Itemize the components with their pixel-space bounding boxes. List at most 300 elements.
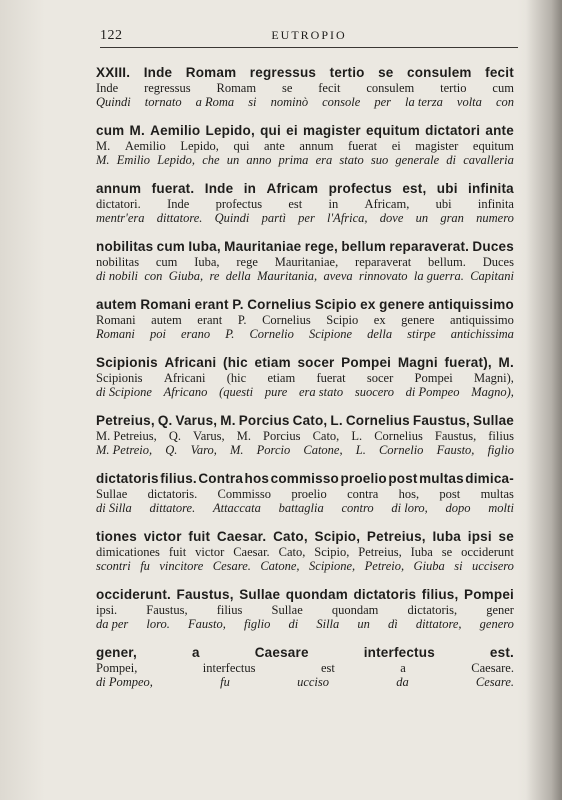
word: M. bbox=[96, 139, 111, 153]
word: generale bbox=[395, 153, 440, 167]
word: di nobili bbox=[96, 269, 139, 283]
word: L. bbox=[330, 413, 343, 428]
word: genero bbox=[479, 617, 514, 631]
word: Iuba, bbox=[194, 255, 220, 269]
word: L. bbox=[351, 429, 363, 443]
page-number: 122 bbox=[100, 28, 123, 43]
word: fu bbox=[220, 675, 230, 689]
word: victor bbox=[195, 545, 225, 559]
word: post bbox=[388, 471, 418, 486]
word: Cornelius bbox=[374, 429, 423, 443]
word: Aemilio bbox=[150, 123, 201, 138]
word: multas bbox=[419, 471, 464, 486]
word: la guerra. bbox=[413, 269, 464, 283]
word: Cornelius bbox=[247, 297, 312, 312]
word: erant bbox=[194, 297, 229, 312]
word: qui bbox=[233, 139, 250, 153]
word: M. bbox=[96, 153, 110, 167]
word: re bbox=[209, 269, 220, 283]
word: se bbox=[441, 545, 453, 559]
word: Attaccata bbox=[212, 501, 261, 515]
word: filius. bbox=[160, 471, 197, 486]
word: ante bbox=[264, 139, 285, 153]
word: XXIII. bbox=[96, 65, 131, 80]
word: Petreius, bbox=[96, 413, 155, 428]
word: antiquissimo bbox=[450, 313, 514, 327]
word: Scipio, bbox=[314, 545, 350, 559]
word: dittatore, bbox=[415, 617, 462, 631]
book-gutter-shadow bbox=[526, 0, 562, 800]
word: Petreio, bbox=[364, 559, 405, 573]
word: Cesare. bbox=[212, 559, 251, 573]
word: numero bbox=[476, 211, 514, 225]
word: Sullae bbox=[271, 603, 303, 617]
word: Petreius, bbox=[366, 529, 426, 544]
word: cavalleria bbox=[463, 153, 514, 167]
word: bellum. bbox=[428, 255, 466, 269]
word: Cato, bbox=[278, 545, 306, 559]
word: tertio bbox=[329, 65, 365, 80]
latin-line bbox=[96, 528, 514, 546]
word: genere bbox=[401, 313, 435, 327]
word: est bbox=[320, 661, 335, 675]
word: M. bbox=[236, 429, 251, 443]
word: cum bbox=[156, 239, 185, 254]
word: pure bbox=[264, 385, 288, 399]
word: P. bbox=[225, 327, 235, 341]
word: Scipione, bbox=[309, 559, 356, 573]
word: fuerat bbox=[316, 371, 346, 385]
word: dove bbox=[379, 211, 404, 225]
word: dopo bbox=[445, 501, 471, 515]
word: reparaverat bbox=[355, 255, 412, 269]
word: fuerat), bbox=[444, 355, 492, 370]
word: (hic bbox=[223, 355, 248, 370]
word-order-line bbox=[96, 256, 514, 269]
word: post bbox=[439, 487, 461, 501]
latin-line bbox=[96, 296, 514, 314]
word: nobilitas bbox=[96, 255, 140, 269]
italian-translation-line bbox=[96, 269, 514, 283]
word: est bbox=[288, 197, 303, 211]
latin-line bbox=[96, 180, 514, 198]
word: qui bbox=[260, 123, 281, 138]
word: di Pompeo bbox=[405, 385, 460, 399]
word: Scipio, bbox=[314, 529, 361, 544]
word: dictatori. bbox=[96, 197, 141, 211]
word: Faustus, bbox=[146, 603, 188, 617]
interlinear-block bbox=[96, 528, 514, 573]
word: Iuba bbox=[410, 545, 433, 559]
word-order-line bbox=[96, 82, 514, 95]
word: dictatoris bbox=[96, 471, 159, 486]
word: Commisso bbox=[217, 487, 272, 501]
word: Cato, bbox=[312, 429, 340, 443]
word-order-line bbox=[96, 140, 514, 153]
word: regressus bbox=[249, 65, 317, 80]
word: nominò bbox=[270, 95, 309, 109]
word: fuit bbox=[168, 545, 187, 559]
word: hos, bbox=[398, 487, 420, 501]
word: mentr'era bbox=[96, 211, 145, 225]
word: Fausto, bbox=[436, 443, 475, 457]
interlinear-block bbox=[96, 412, 514, 457]
word: Faustus, bbox=[434, 429, 477, 443]
word: gener, bbox=[96, 645, 137, 660]
word: era bbox=[315, 153, 333, 167]
word: Scipionis bbox=[96, 371, 143, 385]
latin-line bbox=[96, 354, 514, 372]
word: molti bbox=[488, 501, 514, 515]
word: della bbox=[367, 327, 393, 341]
word: figlio bbox=[487, 443, 514, 457]
word: interfectus bbox=[202, 661, 256, 675]
word: Pompei, bbox=[96, 661, 138, 675]
italian-translation-line bbox=[96, 443, 514, 457]
word: poi bbox=[149, 327, 166, 341]
word: victor bbox=[143, 529, 182, 544]
italian-translation-line bbox=[96, 385, 514, 399]
word: annum bbox=[96, 181, 142, 196]
header-rule bbox=[100, 47, 518, 48]
word: Scipio bbox=[314, 297, 357, 312]
word: Aemilio bbox=[124, 139, 166, 153]
word: autem bbox=[151, 313, 182, 327]
word: fu bbox=[140, 559, 150, 573]
word: dictatoris. bbox=[147, 487, 198, 501]
interlinear-block bbox=[96, 586, 514, 631]
word: Silla bbox=[316, 617, 340, 631]
word: Duces bbox=[482, 255, 514, 269]
word: Q. bbox=[168, 429, 181, 443]
word: Cornelio bbox=[249, 327, 294, 341]
word: rinnovato bbox=[358, 269, 408, 283]
word: Africani bbox=[163, 371, 206, 385]
word: Romani bbox=[140, 297, 192, 312]
word: ipsi. bbox=[96, 603, 118, 617]
word: dictatoris, bbox=[407, 603, 458, 617]
word: Q. bbox=[165, 443, 178, 457]
word: Varus, bbox=[193, 429, 225, 443]
word: se bbox=[498, 529, 514, 544]
word: Lepido, bbox=[157, 153, 196, 167]
word-order-line bbox=[96, 372, 514, 385]
word: dictatoris bbox=[353, 587, 417, 602]
italian-translation-line bbox=[96, 501, 514, 515]
word: proelio bbox=[291, 487, 327, 501]
word: Africano bbox=[163, 385, 208, 399]
word: socer bbox=[297, 355, 335, 370]
word: Petreius, bbox=[358, 545, 402, 559]
interlinear-block bbox=[96, 644, 514, 689]
word: Sullae bbox=[239, 587, 281, 602]
word: suo bbox=[370, 153, 389, 167]
word: anno bbox=[246, 153, 272, 167]
word: cum bbox=[155, 255, 178, 269]
word: in bbox=[328, 197, 339, 211]
word: Cornelio bbox=[378, 443, 424, 457]
word: filius bbox=[216, 603, 243, 617]
word: Romani bbox=[96, 313, 136, 327]
word: Lepido, bbox=[205, 123, 255, 138]
word: rege, bbox=[304, 239, 339, 254]
word: partì bbox=[261, 211, 286, 225]
word: M. Petreio, bbox=[96, 443, 153, 457]
word: P. bbox=[232, 297, 244, 312]
word: a bbox=[191, 645, 200, 660]
word: con bbox=[144, 269, 163, 283]
word: Iuba bbox=[432, 529, 462, 544]
word: Romam bbox=[216, 81, 257, 95]
word: est, bbox=[402, 181, 427, 196]
word: un bbox=[415, 211, 429, 225]
word: gener bbox=[486, 603, 514, 617]
word: M. bbox=[498, 355, 514, 370]
word: se bbox=[378, 65, 394, 80]
interlinear-block bbox=[96, 64, 514, 109]
word: filius bbox=[488, 429, 514, 443]
word: per bbox=[298, 211, 315, 225]
italian-translation-line bbox=[96, 95, 514, 109]
word: profectus bbox=[215, 197, 263, 211]
word: occiderunt bbox=[461, 545, 514, 559]
word: (questi bbox=[219, 385, 254, 399]
word: proelio bbox=[340, 471, 387, 486]
word: suocero bbox=[354, 385, 394, 399]
page-header bbox=[100, 28, 518, 46]
word: tiones bbox=[96, 529, 137, 544]
word: Contra bbox=[198, 471, 244, 486]
word: di Scipione bbox=[96, 385, 152, 399]
word: autem bbox=[96, 297, 137, 312]
word: consulem bbox=[366, 81, 415, 95]
word: Africani bbox=[164, 355, 217, 370]
word: Giuba, bbox=[168, 269, 204, 283]
latin-line bbox=[96, 644, 514, 662]
word: cum bbox=[492, 81, 514, 95]
word: etiam bbox=[254, 355, 291, 370]
word: ante bbox=[485, 123, 514, 138]
word: Lepido, bbox=[180, 139, 219, 153]
word: volta bbox=[456, 95, 482, 109]
word: da per bbox=[96, 617, 129, 631]
running-title: EUTROPIO bbox=[271, 28, 347, 42]
word: aveva bbox=[323, 269, 353, 283]
word: Pompei bbox=[464, 587, 514, 602]
word: Quindi bbox=[96, 95, 131, 109]
word: Cato, bbox=[292, 413, 328, 428]
word: L. bbox=[355, 443, 366, 457]
word: etiam bbox=[267, 371, 296, 385]
italian-translation-line bbox=[96, 153, 514, 167]
word: Magni), bbox=[474, 371, 514, 385]
word: contro bbox=[341, 501, 374, 515]
word: M. bbox=[129, 123, 145, 138]
word: Africam, bbox=[364, 197, 410, 211]
word: di bbox=[446, 153, 457, 167]
word: Caesar. bbox=[233, 545, 270, 559]
word: erano bbox=[181, 327, 211, 341]
word: cum bbox=[96, 123, 125, 138]
latin-line bbox=[96, 586, 514, 604]
word: Quindi bbox=[214, 211, 250, 225]
word: che bbox=[202, 153, 220, 167]
word: (hic bbox=[226, 371, 247, 385]
word: da bbox=[396, 675, 409, 689]
word: fuerat. bbox=[151, 181, 195, 196]
word: Cornelius bbox=[262, 313, 311, 327]
word: ei bbox=[286, 123, 298, 138]
word: scontri bbox=[96, 559, 131, 573]
word: dimica- bbox=[465, 471, 514, 486]
word: prima bbox=[278, 153, 309, 167]
word: infinita bbox=[468, 181, 514, 196]
latin-line bbox=[96, 470, 514, 488]
latin-line bbox=[96, 64, 514, 82]
word: Porcius bbox=[238, 413, 290, 428]
interlinear-block bbox=[96, 122, 514, 167]
word: antiquissimo bbox=[428, 297, 514, 312]
word-order-line bbox=[96, 662, 514, 675]
word: se bbox=[281, 81, 293, 95]
word: a Roma bbox=[195, 95, 235, 109]
word: tornato bbox=[144, 95, 182, 109]
word: socer bbox=[366, 371, 394, 385]
word: con bbox=[495, 95, 514, 109]
word: rege bbox=[236, 255, 258, 269]
word: Scipionis bbox=[96, 355, 158, 370]
interlinear-block bbox=[96, 470, 514, 515]
word: Romam bbox=[185, 65, 237, 80]
word: genere bbox=[379, 297, 425, 312]
word: Varus, bbox=[175, 413, 218, 428]
word: di loro, bbox=[391, 501, 428, 515]
word: di Silla bbox=[96, 501, 132, 515]
latin-line bbox=[96, 412, 514, 430]
word: Caesare bbox=[254, 645, 309, 660]
word: si bbox=[454, 559, 463, 573]
word: Catone, bbox=[303, 443, 343, 457]
word: Porcio bbox=[256, 443, 291, 457]
word: Inde bbox=[204, 181, 234, 196]
word: infinita bbox=[477, 197, 514, 211]
word: Pompei bbox=[341, 355, 392, 370]
word: Sullae bbox=[473, 413, 514, 428]
word: ucciso bbox=[297, 675, 330, 689]
word: figlio bbox=[243, 617, 271, 631]
word: Cesare. bbox=[475, 675, 514, 689]
italian-translation-line bbox=[96, 327, 514, 341]
word-order-line bbox=[96, 546, 514, 559]
italian-translation-line bbox=[96, 211, 514, 225]
word: un bbox=[357, 617, 370, 631]
interlinear-block bbox=[96, 296, 514, 341]
word: Capitani bbox=[470, 269, 514, 283]
word: Faustus, bbox=[412, 413, 471, 428]
word: equitum bbox=[472, 139, 514, 153]
word: Faustus, bbox=[176, 587, 234, 602]
italian-translation-line bbox=[96, 617, 514, 631]
word: bellum bbox=[341, 239, 387, 254]
word: ubi bbox=[435, 197, 452, 211]
word: dimicationes bbox=[96, 545, 160, 559]
word: equitum bbox=[366, 123, 420, 138]
word: Porcius bbox=[263, 429, 301, 443]
word: Cornelius bbox=[345, 413, 410, 428]
word: in bbox=[243, 181, 257, 196]
word: ex bbox=[373, 313, 386, 327]
word: la terza bbox=[405, 95, 443, 109]
word: reparaverat. bbox=[389, 239, 470, 254]
word: filius, bbox=[421, 587, 459, 602]
word: M. bbox=[229, 443, 244, 457]
word: P. bbox=[237, 313, 247, 327]
interlinear-block bbox=[96, 180, 514, 225]
word: Giuba bbox=[413, 559, 445, 573]
word: multas bbox=[480, 487, 514, 501]
word: Romani bbox=[96, 327, 135, 341]
word-order-line bbox=[96, 198, 514, 211]
word: M. bbox=[220, 413, 236, 428]
word: Magni bbox=[397, 355, 438, 370]
word: Catone, bbox=[260, 559, 300, 573]
word: tertio bbox=[440, 81, 467, 95]
word: Q. bbox=[157, 413, 173, 428]
word: stirpe bbox=[407, 327, 436, 341]
word: Caesar. bbox=[216, 529, 267, 544]
word: l'Africa, bbox=[327, 211, 368, 225]
word: fecit bbox=[318, 81, 341, 95]
word: ei bbox=[391, 139, 401, 153]
word: Iuba, bbox=[188, 239, 221, 254]
word: uccisero bbox=[472, 559, 514, 573]
word: quondam bbox=[285, 587, 348, 602]
word: magister bbox=[415, 139, 459, 153]
interlinear-block bbox=[96, 238, 514, 283]
word: era stato bbox=[299, 385, 344, 399]
word: gran bbox=[440, 211, 464, 225]
word-order-line bbox=[96, 314, 514, 327]
word: consulem bbox=[407, 65, 472, 80]
word: Sullae bbox=[96, 487, 128, 501]
word: quondam bbox=[331, 603, 379, 617]
word: fecit bbox=[485, 65, 514, 80]
word: Inde bbox=[167, 197, 190, 211]
word: commisso bbox=[270, 471, 339, 486]
word: Inde bbox=[96, 81, 119, 95]
italian-translation-line bbox=[96, 675, 514, 689]
word-order-line bbox=[96, 488, 514, 501]
word: fuit bbox=[188, 529, 211, 544]
word: di bbox=[288, 617, 299, 631]
word: battaglia bbox=[278, 501, 324, 515]
word: stato bbox=[339, 153, 364, 167]
word: a bbox=[400, 661, 406, 675]
word: dittatore. bbox=[156, 211, 203, 225]
word: contra bbox=[347, 487, 379, 501]
word: Emilio bbox=[116, 153, 151, 167]
word: Varo, bbox=[190, 443, 217, 457]
word: di Pompeo, bbox=[96, 675, 153, 689]
word-order-line bbox=[96, 430, 514, 443]
word: Scipio bbox=[326, 313, 359, 327]
word: ex bbox=[360, 297, 376, 312]
word: hos bbox=[244, 471, 270, 486]
word: M. Petreius, bbox=[96, 429, 157, 443]
word: Caesare. bbox=[471, 661, 514, 675]
interlinear-text bbox=[96, 64, 514, 702]
word: Magno), bbox=[471, 385, 514, 399]
